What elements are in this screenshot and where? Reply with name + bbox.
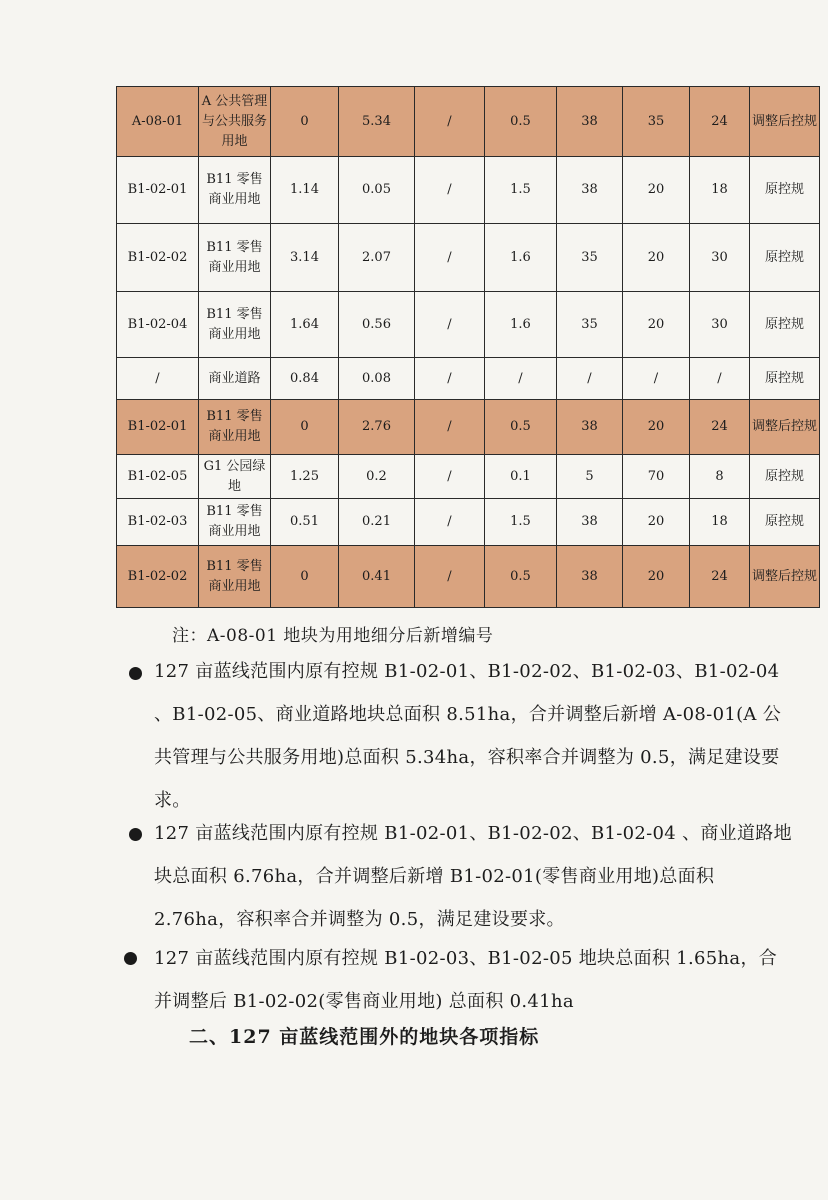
table-cell: 原控规 [750, 224, 820, 292]
table-cell: B11 零售商业用地 [199, 546, 271, 608]
table-cell: A 公共管理与公共服务用地 [199, 87, 271, 157]
table-note: 注：A-08-01 地块为用地细分后新增编号 [172, 626, 494, 646]
table-cell: 38 [557, 546, 623, 608]
table-cell: 1.5 [485, 157, 557, 224]
table-cell: 3.14 [271, 224, 339, 292]
table-cell: B11 零售商业用地 [199, 499, 271, 546]
table-cell: / [485, 358, 557, 400]
table-cell: 38 [557, 87, 623, 157]
table-cell: / [415, 224, 485, 292]
table-cell: 2.07 [339, 224, 415, 292]
table-cell: 1.6 [485, 224, 557, 292]
table-cell: / [415, 455, 485, 499]
table-cell: B1-02-01 [117, 400, 199, 455]
bullet-paragraph-2: 127 亩蓝线范围内原有控规 B1-02-01、B1-02-02、B1-02-04 、商业道路地块总面积 6.76ha，合并调整后新增 B1-02-01(零售商业用地)总面积 2.76ha，容积率合并调整为 0.5，满足建设要求。 [154, 823, 792, 930]
table-row [117, 87, 820, 157]
bullet-dot-icon [124, 952, 137, 965]
table-cell: 1.5 [485, 499, 557, 546]
table-cell: 20 [623, 224, 690, 292]
table-cell: 24 [690, 546, 750, 608]
table-cell: 原控规 [750, 292, 820, 358]
table-cell: 0.5 [485, 400, 557, 455]
bullet-paragraph-3: 127 亩蓝线范围内原有控规 B1-02-03、B1-02-05 地块总面积 1.65ha，合并调整后 B1-02-02(零售商业用地) 总面积 0.41ha [154, 948, 778, 1012]
table-cell: 0.5 [485, 87, 557, 157]
section-heading: 二、127 亩蓝线范围外的地块各项指标 [189, 1026, 540, 1048]
table-cell: 调整后控规 [750, 87, 820, 157]
table-cell: 0.5 [485, 546, 557, 608]
table-cell: 0 [271, 546, 339, 608]
table-cell: 20 [623, 157, 690, 224]
table-cell: / [415, 358, 485, 400]
table-cell: 原控规 [750, 455, 820, 499]
table-cell: 38 [557, 400, 623, 455]
table-cell: / [557, 358, 623, 400]
table-cell: 商业道路 [199, 358, 271, 400]
table-row [117, 224, 820, 292]
land-use-table [116, 86, 820, 608]
table-cell: 原控规 [750, 499, 820, 546]
bullet-dot-icon [129, 667, 142, 680]
table-cell: / [415, 157, 485, 224]
table-cell: 20 [623, 546, 690, 608]
table-cell: 0.21 [339, 499, 415, 546]
table-row [117, 157, 820, 224]
table-cell: 0.84 [271, 358, 339, 400]
table-cell: 0.05 [339, 157, 415, 224]
table-cell: / [690, 358, 750, 400]
table-cell: B1-02-05 [117, 455, 199, 499]
table-cell: 5 [557, 455, 623, 499]
table-cell: 0.1 [485, 455, 557, 499]
table-cell: 0 [271, 400, 339, 455]
table-cell: 0 [271, 87, 339, 157]
table-cell: B11 零售商业用地 [199, 157, 271, 224]
table-cell: 24 [690, 87, 750, 157]
table-cell: 38 [557, 499, 623, 546]
table-cell: 原控规 [750, 358, 820, 400]
table-cell: 2.76 [339, 400, 415, 455]
table-cell: 调整后控规 [750, 400, 820, 455]
table-cell: 20 [623, 292, 690, 358]
table-cell: B1-02-02 [117, 224, 199, 292]
table-cell: 30 [690, 224, 750, 292]
table-cell: 20 [623, 499, 690, 546]
table-cell: 30 [690, 292, 750, 358]
bullet-paragraph-1: 127 亩蓝线范围内原有控规 B1-02-01、B1-02-02、B1-02-03、B1-02-04 、B1-02-05、商业道路地块总面积 8.51ha，合并调整后新增 A-08-01(A 公共管理与公共服务用地)总面积 5.34ha，容积率合并调整为 0.5，满足建设要求。 [154, 661, 782, 811]
table-cell: B11 零售商业用地 [199, 400, 271, 455]
table-cell: 38 [557, 157, 623, 224]
table-cell: 0.51 [271, 499, 339, 546]
table-cell: / [623, 358, 690, 400]
table-cell: / [415, 292, 485, 358]
table-row [117, 358, 820, 400]
table-cell: 1.14 [271, 157, 339, 224]
bullet-dot-icon [129, 828, 142, 841]
table-cell: 8 [690, 455, 750, 499]
table-cell: / [415, 87, 485, 157]
table-row [117, 400, 820, 455]
table-cell: 1.6 [485, 292, 557, 358]
table-cell: 20 [623, 400, 690, 455]
table-cell: B1-02-01 [117, 157, 199, 224]
table-cell: / [415, 400, 485, 455]
table-row [117, 499, 820, 546]
table-row [117, 292, 820, 358]
table-cell: 18 [690, 157, 750, 224]
table-cell: 70 [623, 455, 690, 499]
table-cell: 18 [690, 499, 750, 546]
table-row [117, 455, 820, 499]
table-cell: B1-02-04 [117, 292, 199, 358]
table-cell: 0.41 [339, 546, 415, 608]
table-cell: B11 零售商业用地 [199, 224, 271, 292]
table-cell: 原控规 [750, 157, 820, 224]
table-cell: / [415, 499, 485, 546]
table-cell: 35 [557, 224, 623, 292]
table-cell: 1.64 [271, 292, 339, 358]
table-cell: 0.2 [339, 455, 415, 499]
table-cell: B1-02-03 [117, 499, 199, 546]
table-cell: / [415, 546, 485, 608]
table-cell: 1.25 [271, 455, 339, 499]
table-cell: B1-02-02 [117, 546, 199, 608]
table-cell: / [117, 358, 199, 400]
table-cell: 35 [557, 292, 623, 358]
table-cell: B11 零售商业用地 [199, 292, 271, 358]
table-cell: 调整后控规 [750, 546, 820, 608]
table-cell: 5.34 [339, 87, 415, 157]
table-cell: 0.08 [339, 358, 415, 400]
table-cell: A-08-01 [117, 87, 199, 157]
table-cell: 0.56 [339, 292, 415, 358]
table-cell: G1 公园绿地 [199, 455, 271, 499]
table-row [117, 546, 820, 608]
table-cell: 35 [623, 87, 690, 157]
table-cell: 24 [690, 400, 750, 455]
